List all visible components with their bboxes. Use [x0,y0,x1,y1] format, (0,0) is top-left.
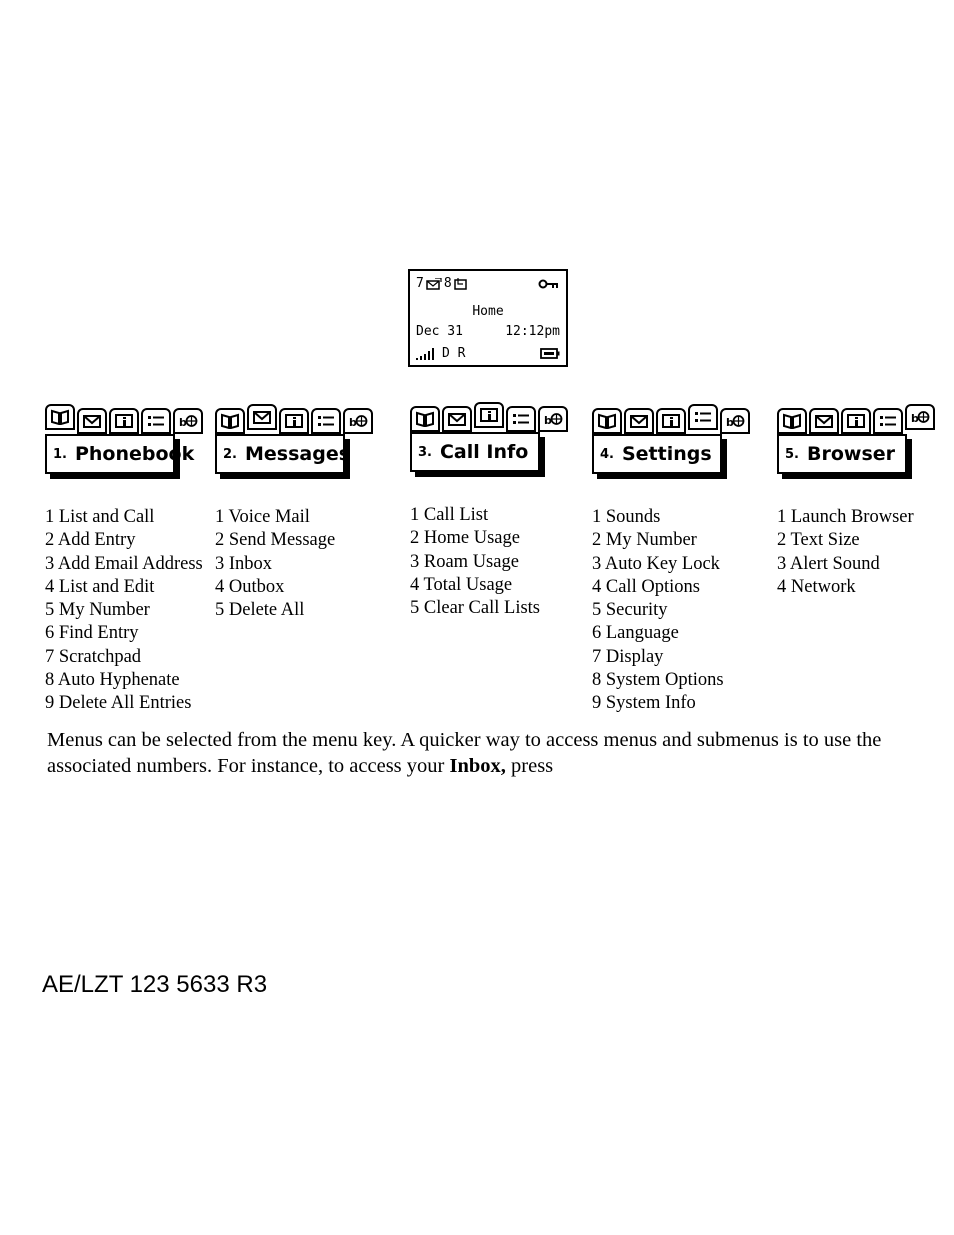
menu-browser [777,408,919,599]
menu-number: 3. [418,444,432,460]
submenu-item: 2 Add Entry [45,530,136,551]
browser-icon [173,408,203,434]
call-info-icon [656,408,686,434]
submenu-item: 5 Security [592,600,668,621]
missed-calls-count: 7 [416,276,424,291]
settings-icon [141,408,171,434]
paragraph-text-end: press [505,755,554,777]
messages-icon [247,404,277,430]
battery-icon [540,348,560,359]
submenu-item: 5 My Number [45,600,150,621]
phonebook-icon [777,408,807,434]
submenu-item: 8 Auto Hyphenate [45,670,180,691]
settings-icon [506,406,536,432]
menu-number: 2. [223,446,237,462]
browser-icon [538,406,568,432]
settings-icon [873,408,903,434]
call-info-icon [279,408,309,434]
status-bar [416,276,560,291]
call-info-icon [474,402,504,428]
indicator-row [416,346,560,361]
submenu-list [215,506,351,622]
menu-tab[interactable] [777,408,919,480]
menu-number: 1. [53,446,67,462]
phonebook-icon [410,406,440,432]
menu-phonebook [45,408,203,716]
settings-icon [688,404,718,430]
menu-tab[interactable] [592,408,734,480]
submenu-item: 5 Clear Call Lists [410,598,540,619]
menu-icon-row [410,406,568,434]
missed-call-icon [426,278,442,290]
signal-icon [416,348,436,360]
submenu-item: 3 Roam Usage [410,551,519,572]
menu-call-info [410,406,552,620]
message-icon [454,277,468,290]
svg-text:b: b [726,416,734,429]
menu-icon-row [592,408,750,436]
submenu-item: 3 Add Email Address [45,553,203,574]
menu-icon-row [777,408,935,436]
menu-tab[interactable] [45,408,195,480]
submenu-item: 1 Sounds [592,507,661,527]
network-indicators: D R [442,346,466,361]
submenu-item: 1 List and Call [45,507,155,527]
submenu-list [45,506,203,716]
submenu-list [592,506,728,716]
svg-text:b: b [179,416,187,429]
menu-title-box [777,434,907,474]
browser-icon [343,408,373,434]
home-title: Home [472,304,504,319]
message-count: 8 [443,276,452,291]
document-reference: AE/LZT 123 5633 R3 [42,971,268,998]
instruction-paragraph [47,727,927,779]
inbox-emphasis: Inbox, [449,755,506,777]
date-time-row [416,324,560,339]
submenu-item: 6 Language [592,623,679,644]
submenu-item: 7 Display [592,646,664,667]
submenu-item: 2 Send Message [215,530,336,551]
submenu-item: 7 Scratchpad [45,646,142,667]
menu-number: 4. [600,446,614,462]
submenu-item: 2 Home Usage [410,528,520,549]
submenu-item: 3 Alert Sound [777,553,880,574]
phonebook-icon [45,404,75,430]
submenu-item: 3 Inbox [215,553,273,574]
menu-tab[interactable] [215,408,357,480]
menu-title: Browser [806,443,896,465]
submenu-item: 6 Find Entry [45,623,139,644]
menu-title-box [45,434,195,474]
submenu-item: 3 Auto Key Lock [592,553,720,574]
submenu-item: 4 List and Edit [45,576,155,597]
menu-tab[interactable] [410,406,552,478]
submenu-item: 4 Call Options [592,576,700,597]
messages-icon [809,408,839,434]
paragraph-text: Menus can be selected from the menu key. A quicker way to access menus and submenus is to use the associated numbers. For instance, to access your [47,729,882,777]
messages-icon [77,408,107,434]
menu-title-box [410,432,540,472]
phone-home-screen [408,269,568,367]
submenu-item: 4 Total Usage [410,574,513,595]
date-text: Dec 31 [416,324,463,339]
call-info-icon [109,408,139,434]
call-info-icon [841,408,871,434]
menu-title: Settings [621,443,712,465]
browser-icon [905,404,935,430]
menu-title-box [592,434,722,474]
submenu-item: 1 Call List [410,505,489,525]
menu-messages [215,408,357,622]
menu-title: Call Info [439,441,529,463]
submenu-item: 2 Text Size [777,530,860,551]
browser-icon [720,408,750,434]
submenu-item: 9 Delete All Entries [45,693,192,714]
submenu-list [777,506,914,599]
svg-text:b: b [911,412,919,425]
submenu-item: 4 Outbox [215,576,285,597]
settings-icon [311,408,341,434]
menu-icon-row [45,408,203,436]
menu-title: Messages [244,443,351,465]
phonebook-icon [215,408,245,434]
key-lock-icon [538,278,560,290]
messages-icon [442,406,472,432]
submenu-item: 2 My Number [592,530,697,551]
submenu-item: 1 Launch Browser [777,507,914,527]
menu-title-box [215,434,351,474]
svg-text:b: b [349,416,357,429]
time-text: 12:12pm [505,324,560,339]
submenu-item: 4 Network [777,576,856,597]
phonebook-icon [592,408,622,434]
menu-icon-row [215,408,373,436]
submenu-item: 5 Delete All [215,600,305,621]
submenu-item: 1 Voice Mail [215,507,310,527]
submenu-item: 9 System Info [592,693,696,714]
menu-settings [592,408,734,716]
menu-number: 5. [785,446,799,462]
submenu-list [410,504,546,620]
submenu-item: 8 System Options [592,670,724,691]
menu-title: Phonebook [74,443,195,465]
messages-icon [624,408,654,434]
svg-text:b: b [544,414,552,427]
